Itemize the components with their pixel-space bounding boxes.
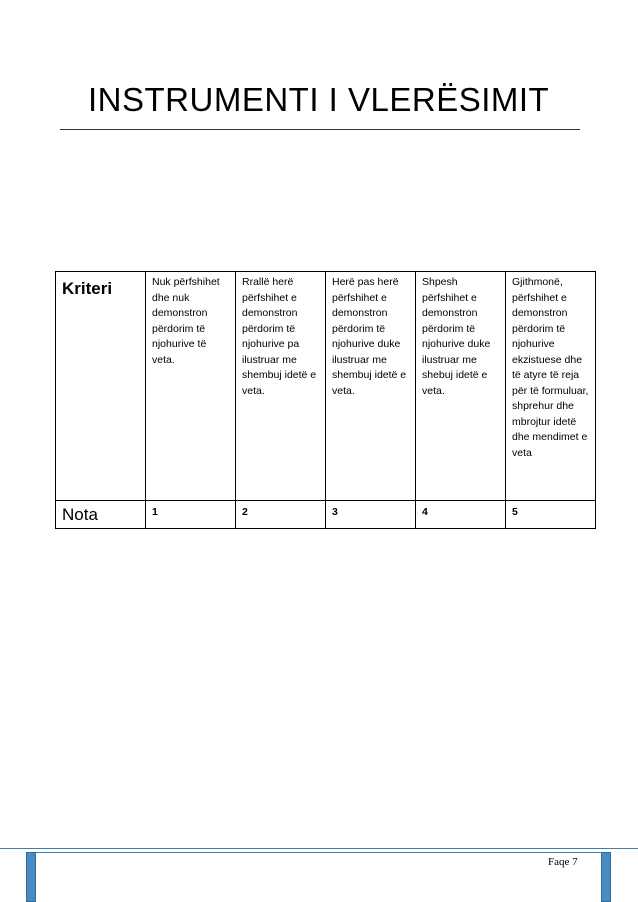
criteria-row xyxy=(56,272,596,501)
criteria-cell-3: Herë pas herë përfshihet e demonstron përdorim të njohurive duke ilustruar me shembuj idetë e veta. xyxy=(326,272,416,501)
grade-cell-5 xyxy=(506,501,596,529)
grade-cell-3 xyxy=(326,501,416,529)
criteria-header-cell xyxy=(56,272,146,501)
rubric-table xyxy=(55,271,596,529)
grade-cell-1 xyxy=(146,501,236,529)
page-number: Faqe 7 xyxy=(548,856,578,868)
grade-value: 4 xyxy=(422,506,428,518)
criteria-cell-5: Gjithmonë, përfshihet e demonstron përdorim të njohurive ekzistuese dhe të atyre të reja për të formuluar, shprehur dhe mbrojtur idetë dhe mendimet e veta xyxy=(506,272,596,501)
footer-bar-left xyxy=(26,852,36,902)
criteria-label: Kriteri xyxy=(62,279,113,298)
document-title: INSTRUMENTI I VLERËSIMIT xyxy=(88,81,550,118)
criteria-cell-2: Rrallë herë përfshihet e demonstron përdorim të njohurive pa ilustruar me shembuj idetë e veta. xyxy=(236,272,326,501)
grade-label: Nota xyxy=(62,505,98,524)
criteria-cell-1: Nuk përfshihet dhe nuk demonstron përdorim të njohurive të veta. xyxy=(146,272,236,501)
grade-value: 5 xyxy=(512,506,518,518)
grade-value: 2 xyxy=(242,506,248,518)
criteria-cell-4: Shpesh përfshihet e demonstron përdorim të njohurive duke ilustruar me shebuj idetë e veta. xyxy=(416,272,506,501)
footer-bar-right xyxy=(601,852,611,902)
footer-rule-outer xyxy=(0,848,638,849)
grade-cell-2 xyxy=(236,501,326,529)
grade-cell-4 xyxy=(416,501,506,529)
footer-rule-inner xyxy=(28,852,608,853)
grade-value: 1 xyxy=(152,506,158,518)
title-underline xyxy=(60,129,580,130)
grade-header-cell xyxy=(56,501,146,529)
grade-row xyxy=(56,501,596,529)
grade-value: 3 xyxy=(332,506,338,518)
